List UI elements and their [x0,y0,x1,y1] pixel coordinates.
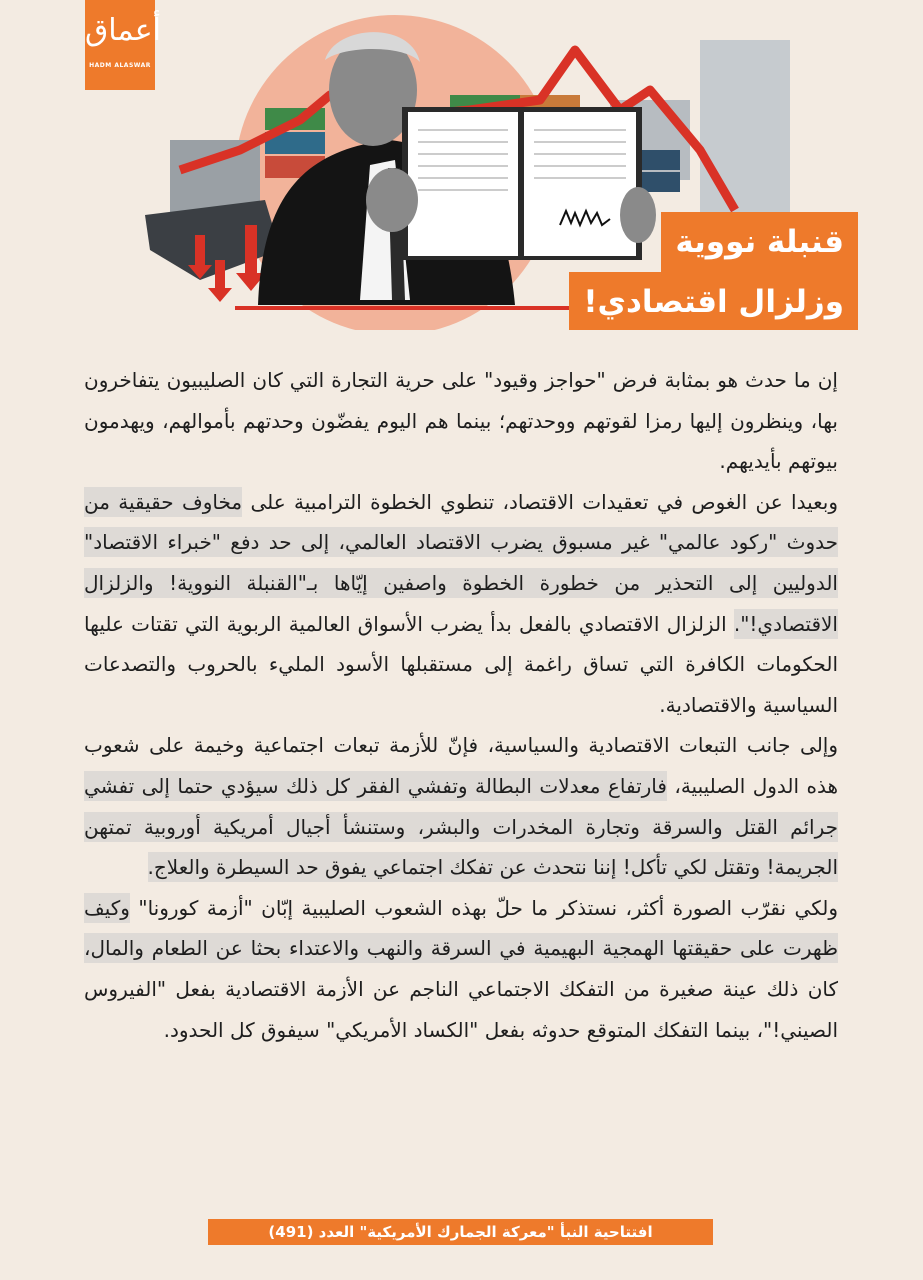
hand-left-icon [366,168,418,232]
paragraph-1: إن ما حدث هو بمثابة فرض "حواجز وقيود" على حرية التجارة التي كان الصليبيون يتفاخرون بها، وينظرون إليها رمزا لقوتهم ووحدتهم؛ بينما هم اليوم يفضّون وحدتهم بأموالهم، ويهدمون بيوتهم بأيديهم. [84,368,838,474]
header-illustration [0,0,923,330]
paragraph-4-text: كان ذلك عينة صغيرة من التفكك الاجتماعي الناجم عن الأزمة الاقتصادية بفعل "الفيروس الصيني!"، بينما التفكك المتوقع حدوثه بفعل "الكساد الأمريكي" سيفوق كل الحدود. [84,976,838,1042]
highlighted-text: فارتفاع معدلات البطالة وتفشي الفقر كل ذلك سيؤدي حتما إلى تفشي جرائم القتل والسرقة وتجارة المخدرات والبشر، وستنشأ أجيال أمريكية أوروبية تمتهن الجريمة! وتقتل لكي تأكل! إننا نتحدث عن تفكك اجتماعي يفوق حد السيطرة والعلاج. [84,771,838,882]
headline-line-1: قنبلة نووية [661,212,858,272]
paragraph-2-text: الزلزال الاقتصادي بالفعل بدأ يضرب الأسواق العالمية الربوية التي تقتات عليها الحكومات الكافرة التي تساق راغمة إلى مستقبلها الأسود المليء بالحروب والتصدعات السياسية والاقتصادية. [84,611,838,717]
headline-line-2: وزلزال اقتصادي! [569,272,858,330]
highlighted-text: مخاوف حقيقية من حدوث "ركود عالمي" غير مسبوق يضرب الاقتصاد العالمي، إلى حد دفع "خبراء الاقتصاد" الدوليين إلى التحذير من خطورة الخطوة واصفين إيّاها بـ"القنبلة النووية! والزلزال الاقتصادي!". [84,487,838,639]
paragraph-2-text: وبعيدا عن الغوص في تعقيدات الاقتصاد، تنطوي الخطوة الترامبية على [242,489,838,514]
publisher-logo [85,0,161,90]
cargo-ship-icon [145,200,280,280]
paragraph-3 [84,725,838,887]
source-footer: افتتاحية النبأ "معركة الجمارك الأمريكية" العدد (491) [208,1219,713,1245]
highlighted-text: وكيف ظهرت على حقيقتها الهمجية البهيمية في السرقة والنهب والاعتداء بحثا عن الطعام والمال، [84,893,838,964]
article-body [84,360,838,1050]
paragraph-3-text: وإلى جانب التبعات الاقتصادية والسياسية، فإنّ للأزمة تبعات اجتماعية وخيمة على شعوب هذه الدول الصليبية، [84,733,838,798]
paragraph-4 [84,888,838,1050]
logo-caption: HADM ALASWAR [89,62,151,69]
signed-order-document-icon [402,107,642,260]
paragraph-2 [84,482,838,726]
hand-right-icon [620,187,656,243]
ornate-calligraphy-logo-icon: أعماق [85,13,161,48]
paragraph-4-text: ولكي نقرّب الصورة أكثر، نستذكر ما حلّ بهذه الشعوب الصليبية إبّان "أزمة كورونا" [129,895,838,920]
